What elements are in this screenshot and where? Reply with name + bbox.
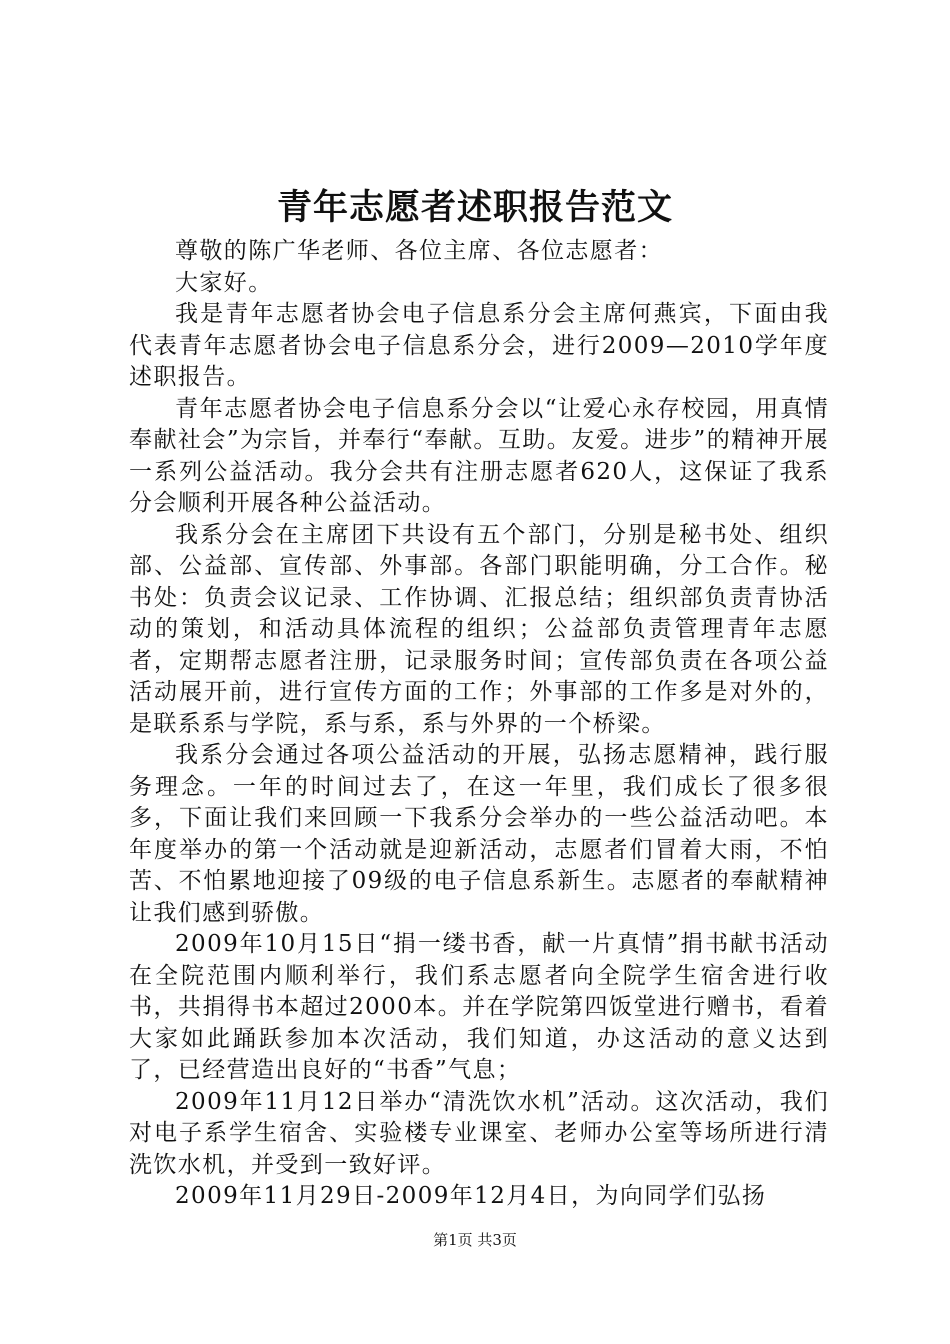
mission-paragraph: 青年志愿者协会电子信息系分会以“让爱心永存校园，用真情奉献社会”为宗旨，并奉行“奉献。互助。友爱。进步”的精神开展一系列公益活动。我分会共有注册志愿者620人，这保证了我系分会顺利开展各种公益活动。	[129, 395, 829, 516]
book-donation-paragraph: 2009年10月15日“捐一缕书香，献一片真情”捐书献书活动在全院范围内顺利举行，我们系志愿者向全院学生宿舍进行收书，共捐得书本超过2000本。并在学院第四饭堂进行赠书，看着大家如此踊跃参加本次活动，我们知道，办这活动的意义达到了，已经营造出良好的“书香”气息；	[129, 931, 829, 1083]
salutation-paragraph: 尊敬的陈广华老师、各位主席、各位志愿者：	[175, 238, 663, 264]
intro-paragraph: 我是青年志愿者协会电子信息系分会主席何燕宾，下面由我代表青年志愿者协会电子信息系分会，进行2009—2010学年度述职报告。	[129, 301, 829, 390]
greeting-paragraph: 大家好。	[175, 269, 273, 296]
document-title: 青年志愿者述职报告范文	[276, 187, 673, 228]
water-dispenser-paragraph: 2009年11月12日举办“清洗饮水机”活动。这次活动，我们对电子系学生宿舍、实验楼专业课室、老师办公室等场所进行清洗饮水机，并受到一致好评。	[129, 1088, 829, 1178]
page-footer: 第1页 共3页	[433, 1231, 517, 1249]
review-paragraph: 我系分会通过各项公益活动的开展，弘扬志愿精神，践行服务理念。一年的时间过去了，在这一年里，我们成长了很多很多，下面让我们来回顾一下我系分会举办的一些公益活动吧。本年度举办的第一个活动就是迎新活动，志愿者们冒着大雨，不怕苦、不怕累地迎接了09级的电子信息系新生。志愿者的奉献精神让我们感到骄傲。	[129, 742, 829, 926]
document-body	[129, 236, 829, 1213]
departments-paragraph: 我系分会在主席团下共设有五个部门，分别是秘书处、组织部、公益部、宣传部、外事部。各部门职能明确，分工合作。秘书处：负责会议记录、工作协调、汇报总结；组织部负责青协活动的策划，和活动具体流程的组织；公益部负责管理青年志愿者，定期帮志愿者注册，记录服务时间；宣传部负责在各项公益活动展开前，进行宣传方面的工作；外事部的工作多是对外的，是联系系与学院，系与系，系与外界的一个桥梁。	[129, 521, 829, 737]
december-activity-paragraph: 2009年11月29日-2009年12月4日，为向同学们弘扬	[175, 1183, 767, 1209]
